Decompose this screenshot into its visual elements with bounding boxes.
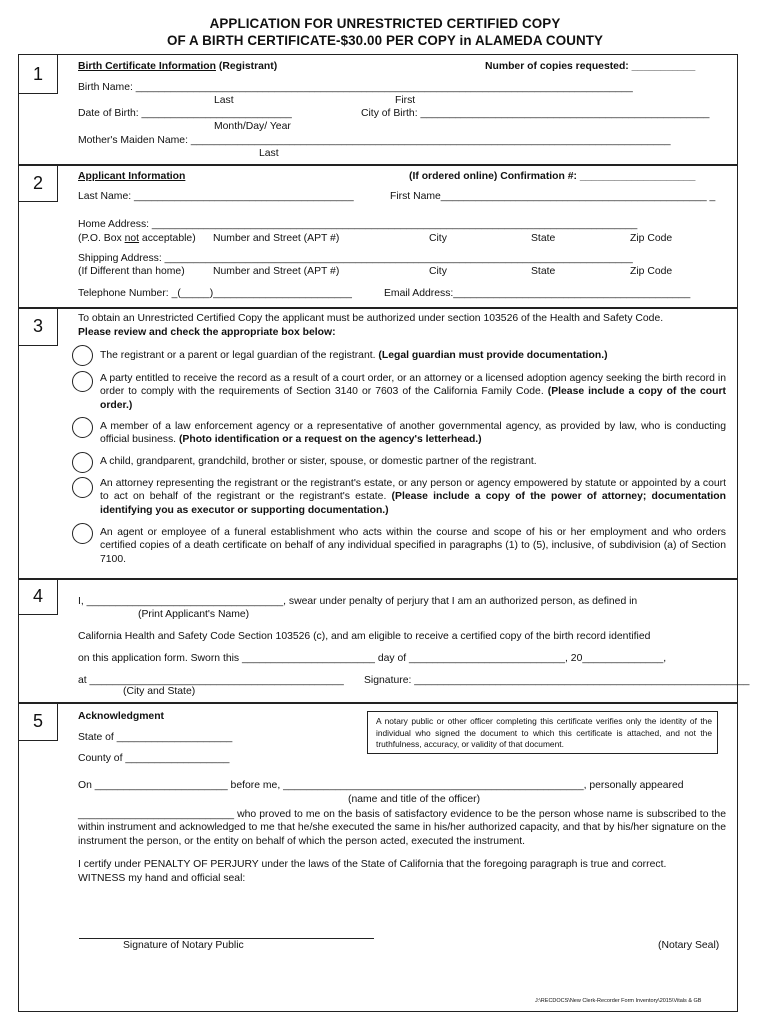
acknowledgment-header: Acknowledgment <box>78 711 165 722</box>
print-name-caption: (Print Applicant's Name) <box>138 609 250 620</box>
option-5-text <box>100 477 726 517</box>
if-different-note: (If Different than home) <box>78 266 185 277</box>
notary-seal-caption: (Notary Seal) <box>658 940 720 951</box>
shipping-state-caption: State <box>531 266 556 277</box>
shipping-address-field[interactable]: Shipping Address: _________________________________________________________________________________ <box>78 253 633 264</box>
perjury-statement-line1[interactable]: I, __________________________________, swear under penalty of perjury that I am an authorized person, as defined in <box>78 596 638 607</box>
state-of-field[interactable]: State of ____________________ <box>78 732 233 743</box>
officer-name-caption: (name and title of the officer) <box>348 794 481 805</box>
section-5-number: 5 <box>19 703 58 741</box>
section-3-number: 3 <box>19 308 58 346</box>
section-1-number: 1 <box>19 55 58 94</box>
option-5-requirement: (Please include a copy of the power of attorney; documentation identifying you as executor or supporting documentation.) <box>100 491 726 516</box>
po-box-note-not: not <box>124 233 140 244</box>
option-1-checkbox[interactable] <box>72 345 93 366</box>
witness-statement: WITNESS my hand and official seal: <box>78 873 246 884</box>
option-6-text: An agent or employee of a funeral establishment who acts within the course and scope of his or her employment and who orders certified copies of a death certificate on behalf of any individual specified in paragraphs (1) to (5), inclusive, of subdivision (a) of Section 7100. <box>100 527 726 565</box>
birth-info-header-label: Birth Certificate Information <box>78 61 216 72</box>
form-footer-path: J:\RECDOCS\New Clerk-Recorder Form Inventory\2015\Vitals & GB <box>535 998 702 1004</box>
option-1-desc: The registrant or a parent or legal guardian of the registrant. <box>100 350 376 361</box>
option-2-checkbox[interactable] <box>72 371 93 392</box>
notary-signature-line[interactable] <box>79 938 374 939</box>
option-3-checkbox[interactable] <box>72 417 93 438</box>
shipping-street-caption: Number and Street (APT #) <box>213 266 340 277</box>
home-city-caption: City <box>429 233 447 244</box>
option-3-requirement: (Photo identification or a request on the agency's letterhead.) <box>178 434 482 446</box>
email-field[interactable]: Email Address:_________________________________________ <box>384 288 691 299</box>
copies-requested-field[interactable]: Number of copies requested: ___________ <box>485 61 696 72</box>
form-title-line1: APPLICATION FOR UNRESTRICTED CERTIFIED COPY <box>209 16 561 31</box>
option-3-text <box>100 420 726 447</box>
birth-name-first-caption: First <box>395 95 416 106</box>
birth-name-last-caption: Last <box>214 95 234 106</box>
mothers-maiden-last-caption: Last <box>259 148 279 159</box>
option-6-checkbox[interactable] <box>72 523 93 544</box>
shipping-city-caption: City <box>429 266 447 277</box>
notary-notice-box: A notary public or other officer completing this certificate verifies only the identity of the individual who signed the document to which this certificate is attached, and not the truthfulness, accuracy, or validity of that document. <box>367 711 718 754</box>
mothers-maiden-name-field[interactable]: Mother's Maiden Name: ___________________________________________________________________________________ <box>78 135 671 146</box>
po-box-note-pre: (P.O. Box <box>78 233 125 244</box>
birth-name-field[interactable]: Birth Name: ______________________________________________________________________________________ <box>78 82 633 93</box>
birth-info-header <box>78 61 277 72</box>
option-1-requirement: (Legal guardian must provide documentation.) <box>378 350 608 361</box>
confirmation-number-field[interactable]: (If ordered online) Confirmation #: ____________________ <box>409 171 696 182</box>
option-2-text <box>100 372 726 412</box>
section-4-number: 4 <box>19 579 58 615</box>
date-of-birth-field[interactable]: Date of Birth: __________________________ <box>78 108 292 119</box>
county-of-field[interactable]: County of __________________ <box>78 753 230 764</box>
option-1-text <box>100 349 726 362</box>
city-state-caption: (City and State) <box>123 686 196 697</box>
section-2-number: 2 <box>19 165 58 202</box>
applicant-info-header: Applicant Information <box>78 171 186 182</box>
certify-statement: I certify under PENALTY OF PERJURY under the laws of the State of California that the foregoing paragraph is true and correct. <box>78 859 667 870</box>
telephone-field[interactable]: Telephone Number: _(_____)________________________ <box>78 288 352 299</box>
option-4-text: A child, grandparent, grandchild, brother or sister, spouse, or domestic partner of the registrant. <box>100 456 537 467</box>
eligibility-intro: To obtain an Unrestricted Certified Copy the applicant must be authorized under section 103526 of the Health and Safety Code. <box>78 313 664 324</box>
eligibility-instruction: Please review and check the appropriate box below: <box>78 327 336 338</box>
po-box-note <box>78 233 196 244</box>
po-box-note-post: acceptable) <box>139 233 196 244</box>
shipping-zip-caption: Zip Code <box>630 266 673 277</box>
notary-signature-caption: Signature of Notary Public <box>123 940 244 951</box>
option-4-checkbox[interactable] <box>72 452 93 473</box>
option-3-desc: A member of a law enforcement agency or a representative of another governmental agency, as provided by law, who is conducting official business. <box>100 421 726 446</box>
home-zip-caption: Zip Code <box>630 233 673 244</box>
form-title-line2: OF A BIRTH CERTIFICATE-$30.00 PER COPY in ALAMEDA COUNTY <box>166 33 604 48</box>
applicant-last-name-field[interactable]: Last Name: ______________________________________ <box>78 191 354 202</box>
sworn-date-field[interactable]: on this application form. Sworn this _______________________ day of ___________________________, 20______________, <box>78 653 667 664</box>
home-state-caption: State <box>531 233 556 244</box>
appearance-date-field[interactable]: On _______________________ before me, ____________________________________________________, personally appeared <box>78 780 684 791</box>
applicant-first-name-field[interactable]: First Name______________________________________________ _ <box>390 191 716 202</box>
city-of-birth-field[interactable]: City of Birth: __________________________________________________ <box>361 108 710 119</box>
option-2-desc: A party entitled to receive the record as a result of a court order, or an attorney or a licensed adoption agency seeking the birth record in order to comply with the requirements of Section 3140 or 7603 of the California Family Code. <box>100 373 726 398</box>
option-2-requirement: (Please include a copy of the court order.) <box>100 386 726 411</box>
dob-format-caption: Month/Day/ Year <box>214 121 291 132</box>
birth-info-header-suffix: (Registrant) <box>218 61 278 72</box>
city-state-field[interactable]: at ____________________________________________ <box>78 675 344 686</box>
perjury-statement-line2: California Health and Safety Code Section 103526 (c), and am eligible to receive a certified copy of the birth record identified <box>78 631 651 642</box>
home-address-field[interactable]: Home Address: ____________________________________________________________________________________ <box>78 219 638 230</box>
home-street-caption: Number and Street (APT #) <box>213 233 340 244</box>
option-5-checkbox[interactable] <box>72 477 93 498</box>
option-5-desc: An attorney representing the registrant or the registrant's estate, or any person or agency empowered by statute or appointed by a court to act on behalf of the registrant or the registrant's estate. <box>100 478 726 503</box>
applicant-signature-field[interactable]: Signature: __________________________________________________________ <box>364 675 750 686</box>
satisfactory-evidence-text: ___________________________ who proved to me on the basis of satisfactory evidence to be the person whose name is subscribed to the within instrument and acknowledged to me that he/she executed the same in his/her authorized capacity, and that by his/her signature on the instrument the person, or the entity on behalf of which the person acted, executed the instrument. <box>78 809 726 847</box>
